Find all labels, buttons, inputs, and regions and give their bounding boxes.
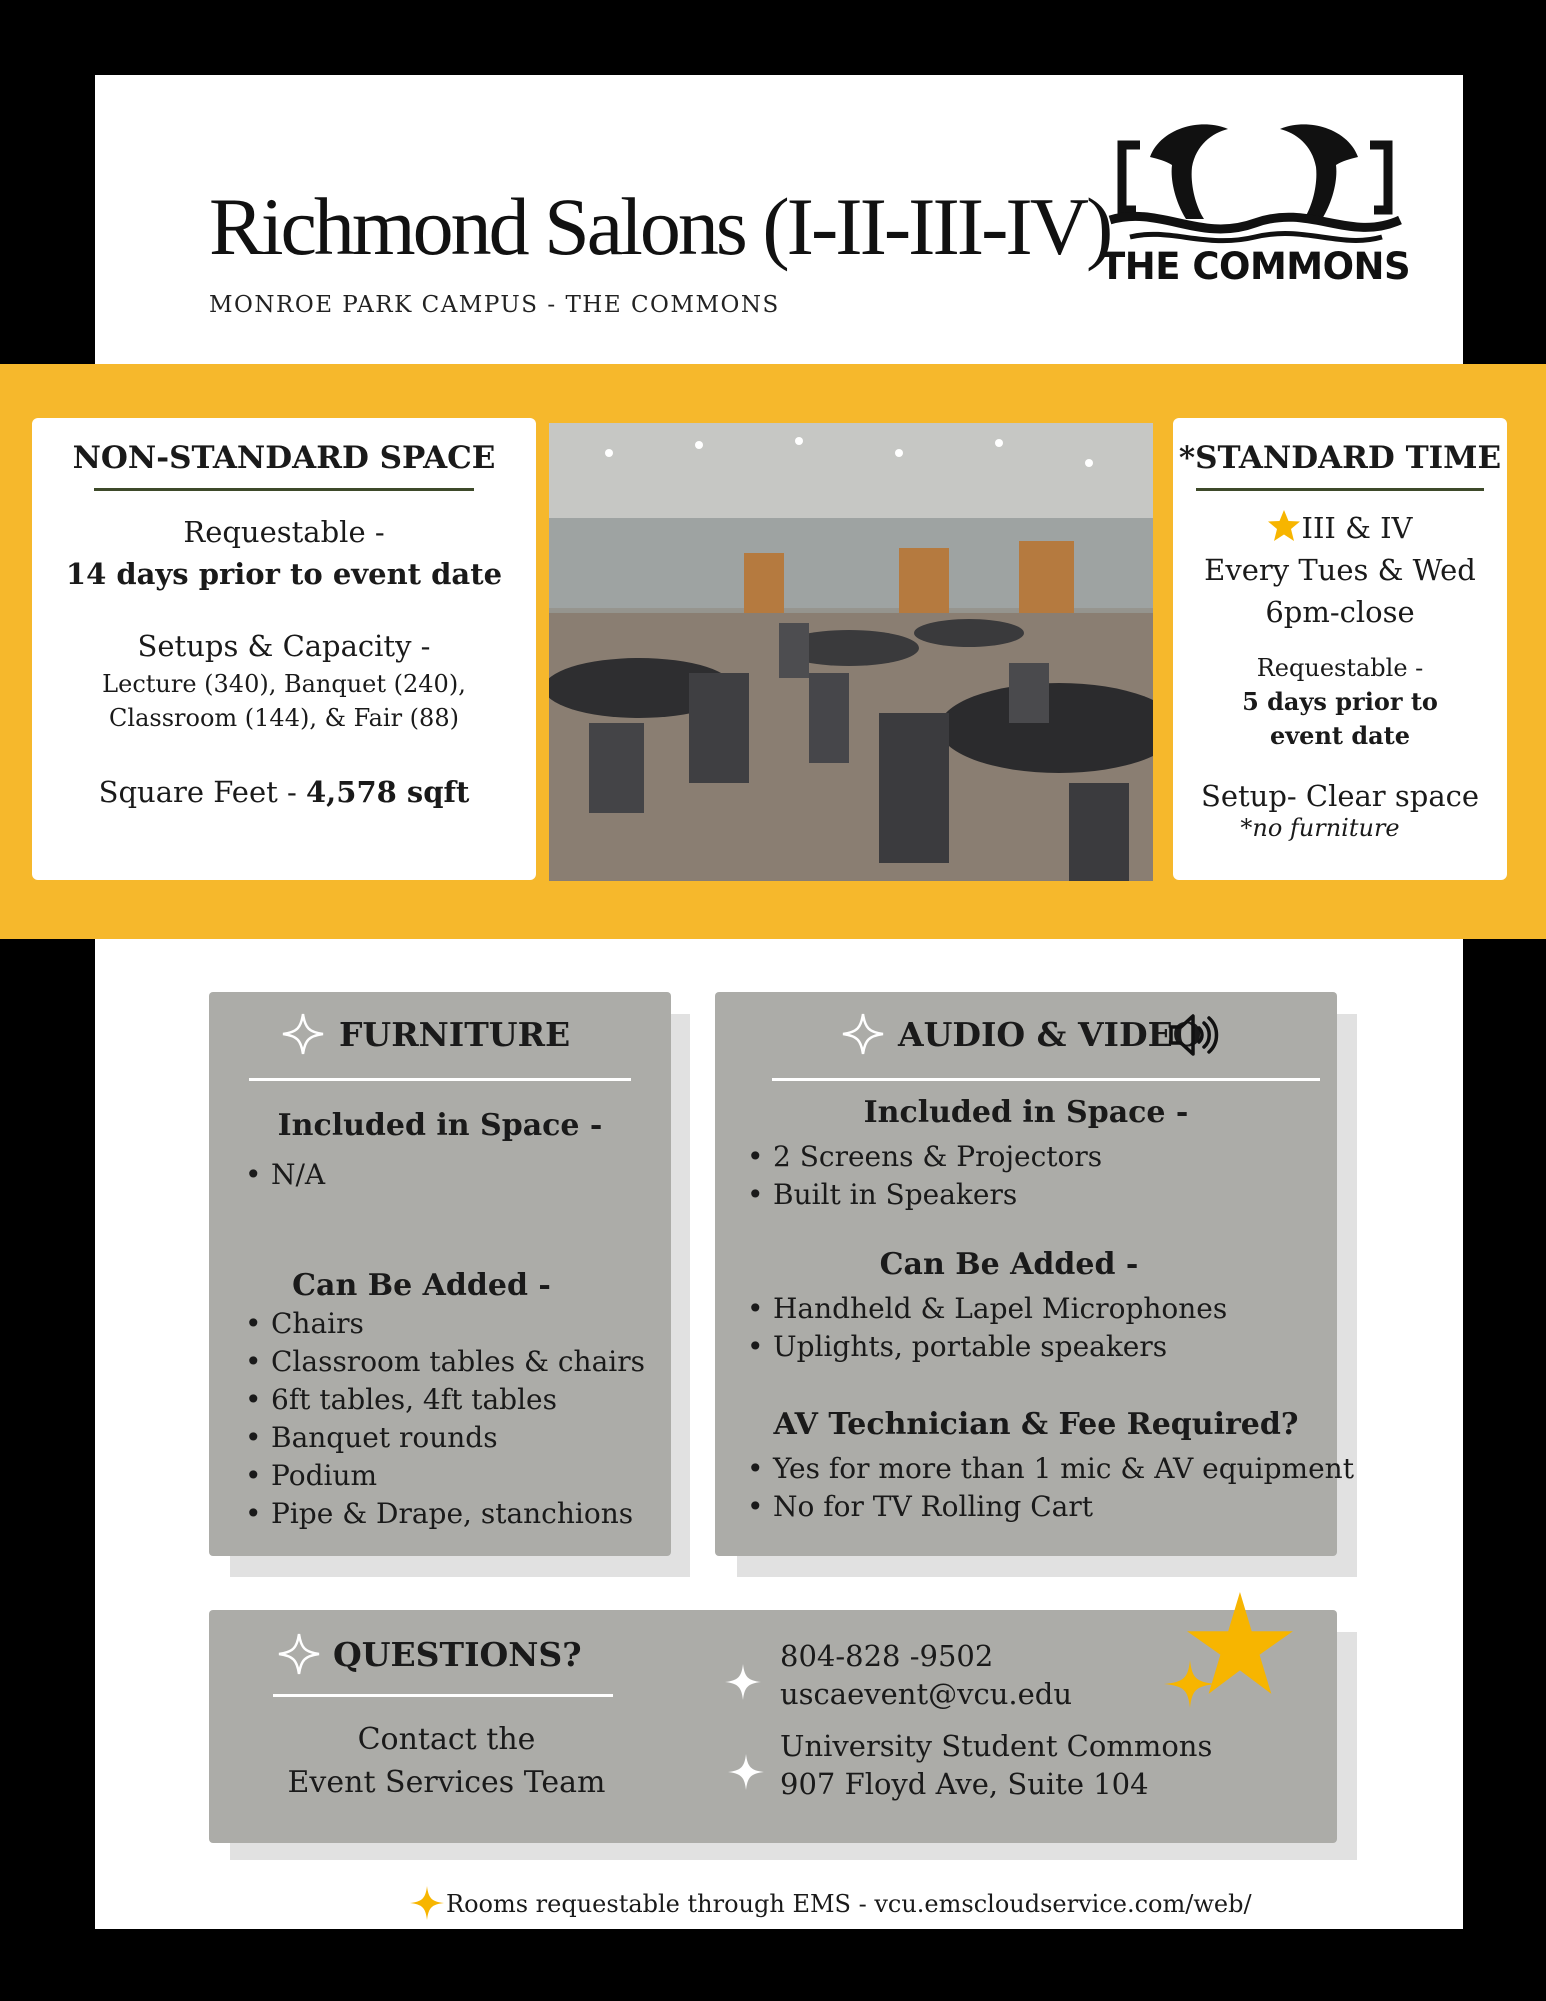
list-item: • Banquet rounds (239, 1419, 645, 1457)
page-subtitle: MONROE PARK CAMPUS - THE COMMONS (209, 292, 780, 318)
speaker-icon (1167, 1012, 1219, 1058)
furniture-heading: FURNITURE (339, 1015, 571, 1054)
footer-note (410, 1886, 1252, 1920)
av-heading: AUDIO & VIDEO (898, 1015, 1202, 1054)
standard-requestable-line-1: 5 days prior to (1242, 687, 1438, 716)
standard-time-heading: *STANDARD TIME (1178, 440, 1502, 476)
furniture-included-list (239, 1156, 325, 1194)
list-item: • Classroom tables & chairs (239, 1343, 645, 1381)
sparkle-icon (281, 1012, 325, 1056)
standard-setup: Setup- Clear space (1200, 779, 1480, 813)
standard-requestable-label: Requestable - (1256, 654, 1424, 682)
standard-days: Every Tues & Wed (1204, 553, 1476, 587)
furniture-added-list (239, 1305, 645, 1533)
list-item: • 2 Screens & Projectors (741, 1138, 1102, 1176)
address-line-1: University Student Commons (780, 1729, 1213, 1763)
setups-label: Setups & Capacity - (137, 629, 431, 663)
sqft-label: Square Feet - (98, 775, 306, 809)
address-line-2: 907 Floyd Ave, Suite 104 (780, 1767, 1149, 1801)
list-item: • Yes for more than 1 mic & AV equipment (741, 1450, 1354, 1488)
divider (249, 1078, 631, 1081)
list-item: • Built in Speakers (741, 1176, 1102, 1214)
list-item: • Chairs (239, 1305, 645, 1343)
requestable-value: 14 days prior to event date (65, 557, 503, 591)
setups-line-2: Classroom (144), & Fair (88) (109, 704, 459, 732)
divider (1196, 488, 1484, 491)
sparkle-icon (725, 1664, 761, 1700)
sqft-value: 4,578 sqft (306, 775, 470, 809)
audio-video-box (715, 992, 1354, 1556)
furniture-added-label: Can Be Added - (292, 1268, 551, 1303)
contact-phone-email (780, 1637, 1072, 1713)
standard-requestable-line-2: event date (1269, 721, 1411, 750)
list-item: • N/A (239, 1156, 325, 1194)
page-title: Richmond Salons (I-II-III-IV) (209, 181, 1111, 272)
av-tech-list (741, 1450, 1354, 1526)
divider (273, 1694, 613, 1697)
standard-hours: 6pm-close (1265, 595, 1415, 629)
room-photo (549, 423, 1153, 881)
setups-line-1: Lecture (340), Banquet (240), (102, 670, 466, 698)
sparkle-icon (410, 1886, 444, 1920)
list-item: • Handheld & Lapel Microphones (741, 1290, 1227, 1328)
divider (94, 488, 474, 491)
av-tech-label: AV Technician & Fee Required? (773, 1407, 1299, 1442)
sparkle-icon (277, 1632, 321, 1676)
list-item: • Podium (239, 1457, 645, 1495)
standard-rooms (1173, 507, 1507, 549)
furniture-included-label: Included in Space - (277, 1108, 603, 1143)
list-item: • Uplights, portable speakers (741, 1328, 1227, 1366)
list-item: • 6ft tables, 4ft tables (239, 1381, 645, 1419)
email-address: uscaevent@vcu.edu (780, 1677, 1073, 1711)
questions-line-2: Event Services Team (287, 1765, 606, 1800)
av-added-list (741, 1290, 1227, 1366)
list-item: • Pipe & Drape, stanchions (239, 1495, 645, 1533)
av-included-list (741, 1138, 1102, 1214)
star-icon (1267, 509, 1301, 543)
divider (772, 1078, 1320, 1081)
questions-heading: QUESTIONS? (333, 1635, 582, 1674)
rooms-text: III & IV (1301, 511, 1413, 545)
footer-text: Rooms requestable through EMS - vcu.emscloudservice.com/web/ (446, 1890, 1252, 1918)
av-added-label: Can Be Added - (879, 1247, 1139, 1282)
logo-text: THE COMMONS (1100, 245, 1411, 288)
square-feet (32, 771, 536, 813)
commons-logo (1100, 115, 1410, 295)
requestable-label: Requestable - (183, 515, 385, 549)
standard-setup-note: *no furniture (1240, 814, 1400, 842)
non-standard-heading: NON-STANDARD SPACE (72, 440, 496, 476)
sparkle-icon (841, 1012, 885, 1056)
av-included-label: Included in Space - (863, 1095, 1189, 1130)
furniture-box (209, 992, 671, 1556)
questions-line-1: Contact the (357, 1722, 536, 1757)
star-decoration-icon (1160, 1592, 1300, 1722)
logo-mark-icon (1100, 115, 1410, 255)
sparkle-icon (728, 1754, 764, 1790)
contact-address (780, 1727, 1212, 1803)
standard-time-card (1173, 418, 1507, 880)
list-item: • No for TV Rolling Cart (741, 1488, 1354, 1526)
non-standard-card (32, 418, 536, 880)
questions-text (209, 1718, 684, 1804)
phone-number: 804-828 -9502 (780, 1639, 994, 1673)
